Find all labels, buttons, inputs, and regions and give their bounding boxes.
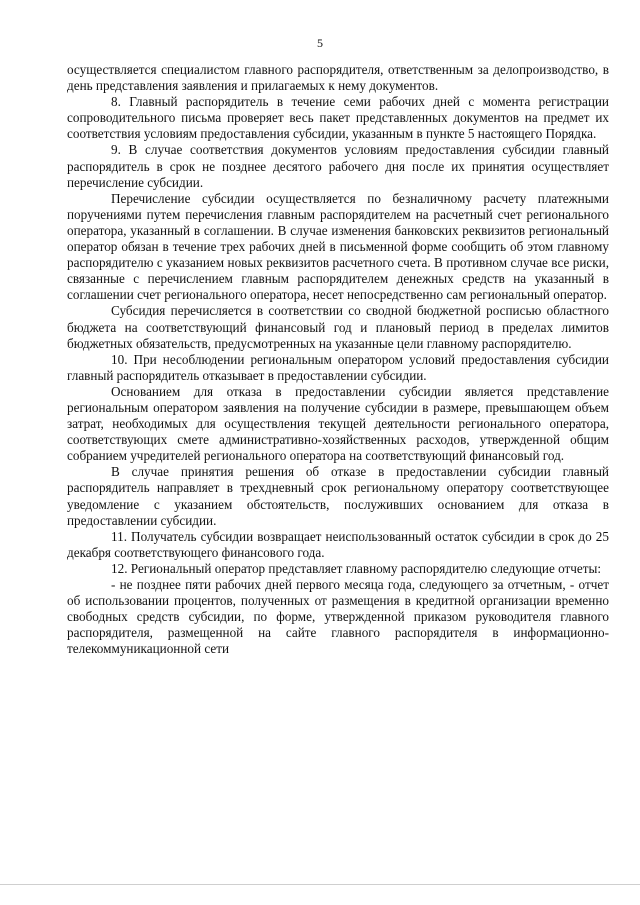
- paragraph: 9. В случае соответствия документов условиям предоставления субсидии главный распорядитель в срок не позднее десятого рабочего дня после их принятия осуществляет перечисление субсидии.: [67, 142, 609, 190]
- paragraph: Основанием для отказа в предоставлении субсидии является представление региональным оператором заявления на получение субсидии в размере, превышающем объем затрат, необходимых для осуществления текущей деятельности регионального оператора, соответствующих смете административно-хозяйственных расходов, утвержденной общим собранием учредителей регионального оператора на соответствующий финансовый год.: [67, 383, 609, 464]
- paragraph: 12. Региональный оператор представляет главному распорядителю следующие отчеты:: [111, 560, 602, 576]
- paragraph: 11. Получатель субсидии возвращает неиспользованный остаток субсидии в срок до 25 декабря соответствующего финансового года.: [67, 528, 609, 560]
- paragraph: Субсидия перечисляется в соответствии со сводной бюджетной росписью областного бюджета на соответствующий финансовый год и плановый период в пределах лимитов бюджетных обязательств, предусмотренных на указанные цели главному распорядителю.: [67, 303, 609, 351]
- paragraph: 8. Главный распорядитель в течение семи рабочих дней с момента регистрации сопроводительного письма проверяет весь пакет представленных документов на предмет их соответствия условиям предоставления субсидии, указанным в пункте 5 настоящего Порядка.: [67, 94, 609, 142]
- paragraph: Перечисление субсидии осуществляется по безналичному расчету платежными поручениями путем перечисления главным распорядителем на расчетный счет регионального оператора, указанный в соглашении. В случае изменения банковских реквизитов региональный оператор обязан в течение трех рабочих дней в письменной форме сообщить об этом главному распорядителю с указанием новых реквизитов расчетного счета. В противном случае все риски, связанные с перечислением главным распорядителем денежных средств на указанный в соглашении счет регионального оператора, несет непосредственно сам региональный оператор.: [67, 190, 609, 303]
- paragraph: осуществляется специалистом главного распорядителя, ответственным за делопроизводство, в день представления заявления и прилагаемых к нему документов.: [67, 62, 609, 94]
- page-number: 5: [317, 36, 323, 50]
- document-body: [67, 62, 609, 657]
- paragraph: - не позднее пяти рабочих дней первого месяца года, следующего за отчетным, - отчет об использовании процентов, полученных от размещения в кредитной организации временно свободных средств субсидии, по форме, утвержденной приказом руководителя главного распорядителя, размещенной на сайте главного распорядителя в информационно-телекоммуникационной сети: [67, 577, 609, 657]
- paragraph: В случае принятия решения об отказе в предоставлении субсидии главный распорядитель направляет в трехдневный срок региональному оператору соответствующее уведомление с указанием обстоятельств, послуживших основанием для отказа в предоставлении субсидии.: [67, 464, 609, 528]
- bottom-edge-divider: [0, 884, 640, 885]
- paragraph: 10. При несоблюдении региональным оператором условий предоставления субсидии главный распорядитель отказывает в предоставлении субсидии.: [67, 351, 609, 383]
